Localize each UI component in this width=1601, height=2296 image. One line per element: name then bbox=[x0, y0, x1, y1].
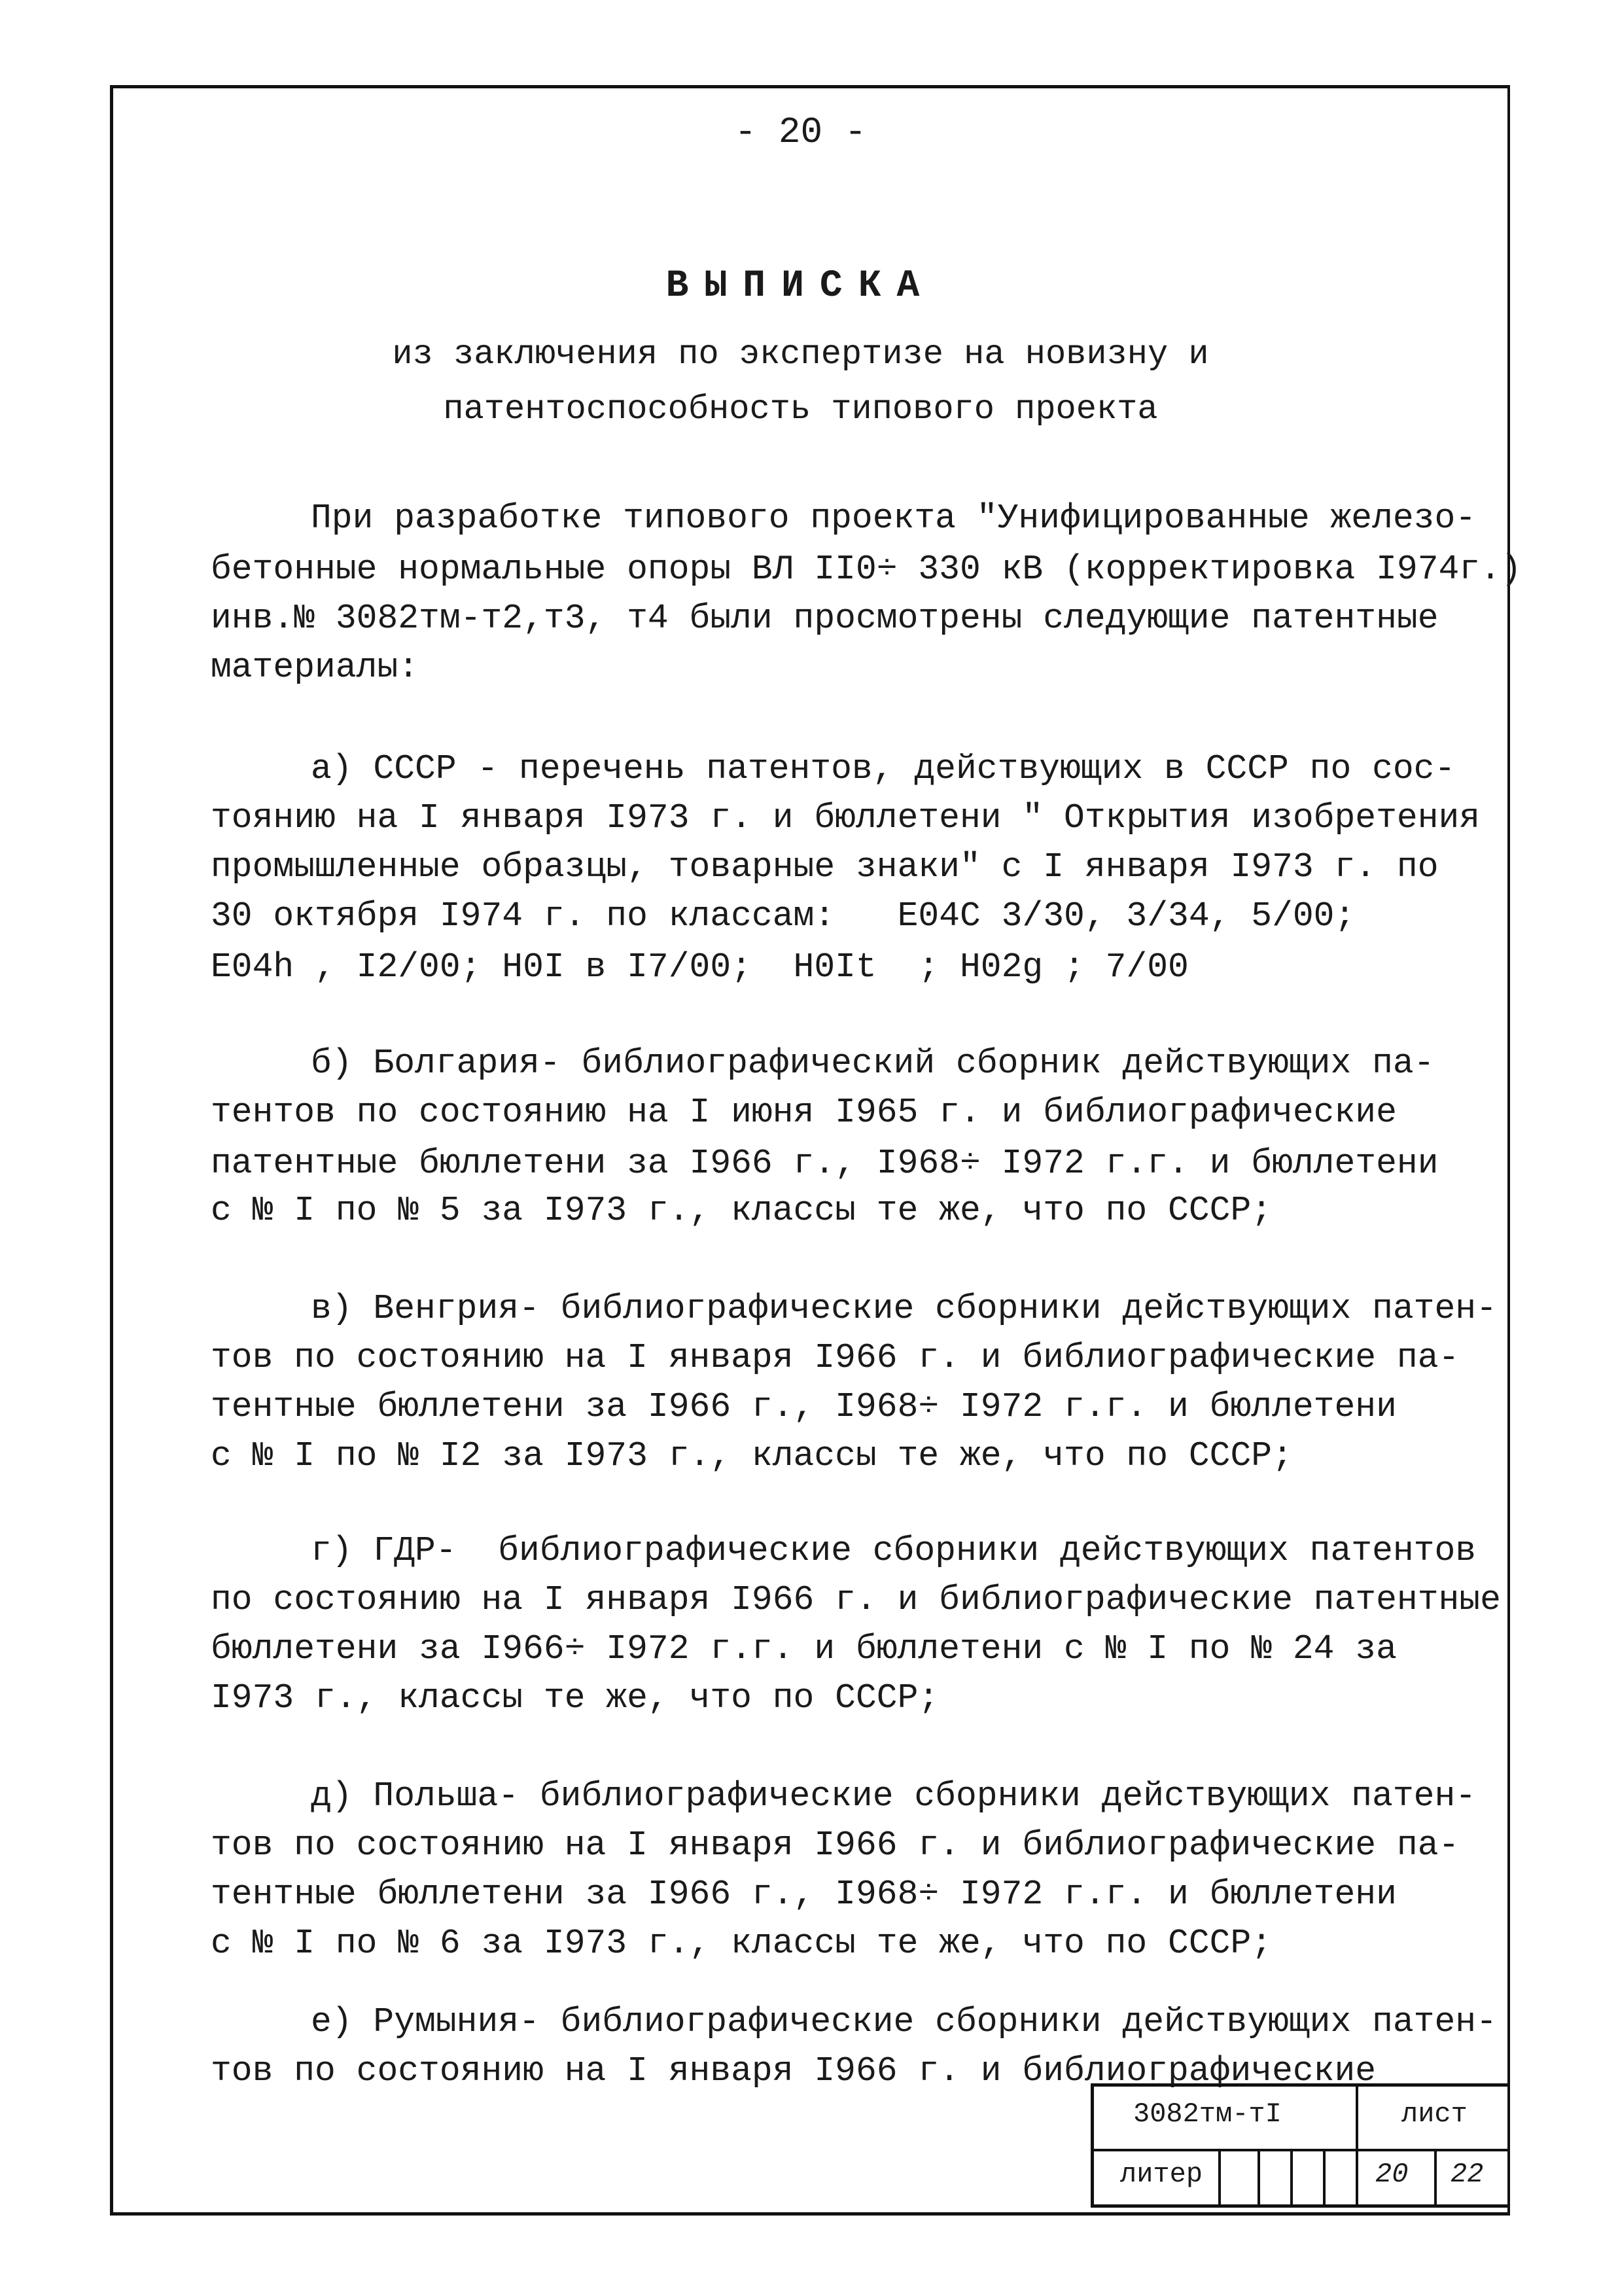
title-block-stamp bbox=[1091, 2083, 1509, 2208]
stamp-divider bbox=[1356, 2087, 1358, 2204]
text-line: I973 г., классы те же, что по СССР; bbox=[211, 1678, 940, 1718]
text-line: б) Болгария- библиографический сборник действующих па- bbox=[311, 1044, 1435, 1083]
text-line: патентные бюллетени за I966 г., I968÷ I972 г.г. и бюллетени bbox=[211, 1144, 1439, 1183]
text-line: При разработке типового проекта "Унифицированные железо- bbox=[311, 499, 1477, 538]
text-line: а) СССР - перечень патентов, действующих в СССР по сос- bbox=[311, 749, 1456, 788]
stamp-divider bbox=[1434, 2149, 1437, 2204]
subtitle-line: из заключения по экспертизе на новизну и bbox=[392, 335, 1209, 374]
stamp-divider bbox=[1290, 2149, 1293, 2204]
text-line: тентов по состоянию на I июня I965 г. и библиографические bbox=[211, 1093, 1397, 1132]
stamp-divider bbox=[1218, 2149, 1221, 2204]
text-line: е) Румыния- библиографические сборники действующих патен- bbox=[311, 2002, 1497, 2041]
text-line: тентные бюллетени за I966 г., I968÷ I972 г.г. и бюллетени bbox=[211, 1387, 1397, 1426]
stamp-sheet-number: 20 bbox=[1375, 2159, 1409, 2190]
text-line: инв.№ 3082тм-т2,т3, т4 были просмотрены следующие патентные bbox=[211, 599, 1439, 638]
text-line: тов по состоянию на I января I966 г. и библиографические па- bbox=[211, 1338, 1460, 1377]
document-title: ВЫПИСКА bbox=[665, 265, 936, 308]
subtitle-line: патентоспособность типового проекта bbox=[443, 390, 1158, 429]
text-line: с № I по № 6 за I973 г., классы те же, что по СССР; bbox=[211, 1924, 1273, 1963]
text-line: бетонные нормальные опоры ВЛ II0÷ 330 кВ (корректировка I974г.) bbox=[211, 550, 1522, 589]
text-line: в) Венгрия- библиографические сборники действующих патен- bbox=[311, 1289, 1497, 1328]
text-line: тов по состоянию на I января I966 г. и библиографические па- bbox=[211, 1826, 1460, 1865]
text-line: бюллетени за I966÷ I972 г.г. и бюллетени с № I по № 24 за bbox=[211, 1629, 1397, 1669]
stamp-litera-label: литер bbox=[1120, 2159, 1203, 2190]
stamp-code: 3082тм-тI bbox=[1133, 2098, 1282, 2130]
text-line: д) Польша- библиографические сборники действующих патен- bbox=[311, 1776, 1477, 1816]
text-line: промышленные образцы, товарные знаки" с I января I973 г. по bbox=[211, 847, 1439, 887]
document-subtitle bbox=[0, 327, 1601, 437]
stamp-sheet-label: лист bbox=[1401, 2098, 1468, 2130]
stamp-total-sheets: 22 bbox=[1451, 2159, 1484, 2190]
text-line: Е04h , I2/00; H0I в I7/00; H0It ; H02g ; 7/00 bbox=[211, 947, 1189, 987]
text-line: тентные бюллетени за I966 г., I968÷ I972 г.г. и бюллетени bbox=[211, 1875, 1397, 1914]
stamp-divider bbox=[1258, 2149, 1260, 2204]
text-line: тоянию на I января I973 г. и бюллетени " Открытия изобретения bbox=[211, 798, 1481, 838]
text-line: по состоянию на I января I966 г. и библиографические патентные bbox=[211, 1580, 1501, 1619]
text-line: с № I по № I2 за I973 г., классы те же, что по СССР; bbox=[211, 1436, 1293, 1475]
text-line: с № I по № 5 за I973 г., классы те же, что по СССР; bbox=[211, 1191, 1273, 1230]
stamp-divider bbox=[1323, 2149, 1326, 2204]
text-line: г) ГДР- библиографические сборники действующих патентов bbox=[311, 1531, 1477, 1570]
text-line: тов по состоянию на I января I966 г. и библиографические bbox=[211, 2051, 1377, 2091]
text-line: материалы: bbox=[211, 648, 419, 687]
page-number: - 20 - bbox=[734, 111, 867, 153]
text-line: 30 октября I974 г. по классам: Е04С 3/30, 3/34, 5/00; bbox=[211, 896, 1356, 936]
